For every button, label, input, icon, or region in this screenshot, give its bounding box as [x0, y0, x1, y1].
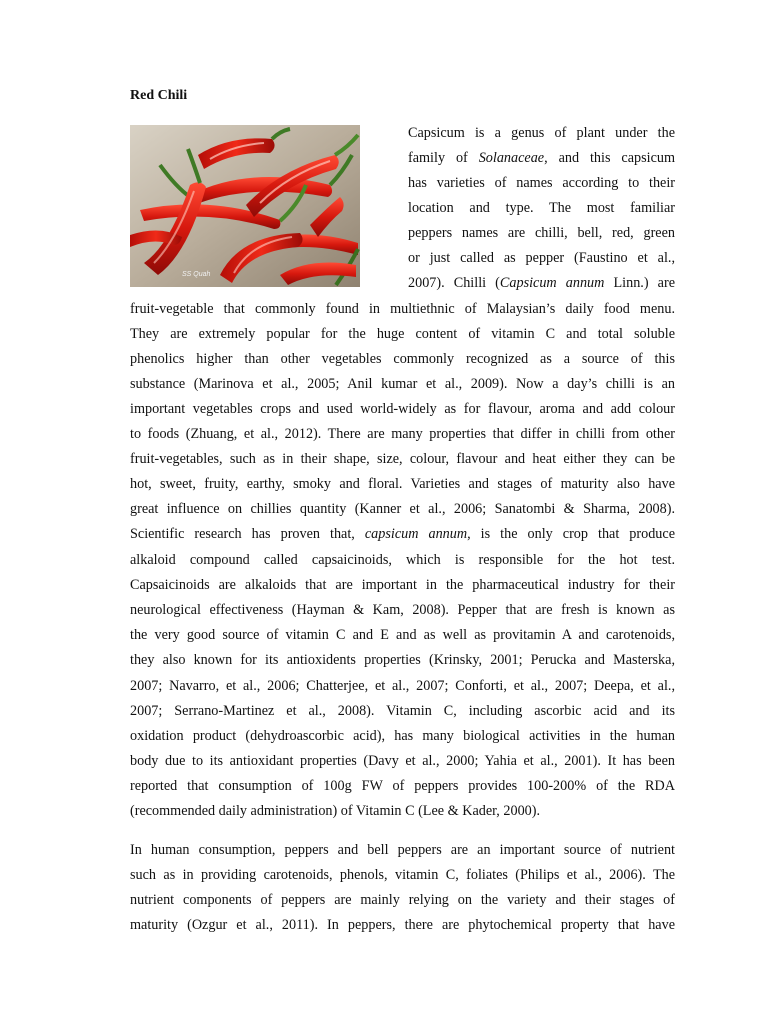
text-segment: nutrient components of peppers are mainly relying on the variety and their stages of: [130, 892, 675, 908]
text-segment: phenolics higher than other vegetables commonly recognized as a source of this: [130, 351, 675, 367]
text-segment: , and this capsicum: [544, 150, 675, 166]
text-segment: neurological effectiveness (Hayman & Kam, 2008). Pepper that are fresh is known as: [130, 602, 675, 618]
chili-photo: [130, 125, 360, 287]
text-segment: Scientific research has proven that,: [130, 526, 365, 542]
text-line: [130, 774, 675, 799]
text-segment: (recommended daily administration) of Vitamin C (Lee & Kader, 2000).: [130, 803, 541, 819]
chili-illustration: [130, 125, 360, 287]
text-line: [130, 397, 675, 422]
text-line: [408, 196, 675, 221]
text-line: [130, 522, 675, 547]
text-line: [130, 322, 675, 347]
text-line: [130, 799, 675, 824]
text-segment: substance (Marinova et al., 2005; Anil kumar et al., 2009). Now a day’s chilli is an: [130, 376, 675, 392]
text-segment: fruit-vegetables, such as in their shape, size, colour, flavour and heat either they can be: [130, 451, 675, 467]
text-segment: 2007; Serrano-Martinez et al., 2008). Vitamin C, including ascorbic acid and its: [130, 703, 675, 719]
text-line: [408, 221, 675, 246]
text-line: [130, 422, 675, 447]
text-line: [130, 623, 675, 648]
text-segment: 2007). Chilli (: [408, 275, 500, 291]
text-segment: peppers names are chilli, bell, red, green: [408, 225, 675, 241]
text-line: [408, 146, 675, 171]
text-line: [130, 297, 675, 322]
text-line: [130, 888, 675, 913]
text-line: [130, 749, 675, 774]
text-line: [130, 548, 675, 573]
text-line: [408, 171, 675, 196]
text-segment: They are extremely popular for the huge content of vitamin C and total soluble: [130, 326, 675, 342]
text-segment: great influence on chillies quantity (Kanner et al., 2006; Sanatombi & Sharma, 2008).: [130, 501, 675, 517]
text-segment: Linn.) are: [604, 275, 676, 291]
text-segment: important vegetables crops and used world-widely as for flavour, aroma and add colour: [130, 401, 675, 417]
text-line: [130, 913, 675, 938]
text-line: [130, 472, 675, 497]
text-line: [130, 447, 675, 472]
text-segment: 2007; Navarro, et al., 2006; Chatterjee, et al., 2007; Conforti, et al., 2007; Deepa, et al.,: [130, 678, 675, 694]
text-segment: to foods (Zhuang, et al., 2012). There are many properties that differ in chilli from other: [130, 426, 675, 442]
section-heading: Red Chili: [130, 88, 188, 103]
text-line: [130, 497, 675, 522]
text-line: [130, 372, 675, 397]
italic-term: Capsicum annum: [499, 275, 605, 291]
text-line: [408, 271, 675, 296]
text-segment: alkaloid compound called capsaicinoids, which is responsible for the hot test.: [130, 552, 675, 568]
text-line: [130, 598, 675, 623]
text-line: [130, 674, 675, 699]
text-segment: hot, sweet, fruity, earthy, smoky and floral. Varieties and stages of maturity also have: [130, 476, 675, 492]
text-line: [130, 573, 675, 598]
text-line: [130, 648, 675, 673]
photo-credit: SS Quah: [182, 271, 211, 278]
text-segment: Capsaicinoids are alkaloids that are important in the pharmaceutical industry for their: [130, 577, 675, 593]
text-segment: family of: [408, 150, 479, 166]
text-segment: In human consumption, peppers and bell peppers are an important source of nutrient: [130, 842, 675, 858]
text-segment: maturity (Ozgur et al., 2011). In peppers, there are phytochemical property that have: [130, 917, 675, 933]
text-segment: Capsicum is a genus of plant under the: [408, 125, 675, 141]
text-line: [130, 838, 675, 863]
text-line: [130, 863, 675, 888]
text-segment: body due to its antioxidant properties (Davy et al., 2000; Yahia et al., 2001). It has been: [130, 753, 675, 769]
text-line: [408, 121, 675, 146]
text-line: [130, 724, 675, 749]
text-segment: fruit-vegetable that commonly found in multiethnic of Malaysian’s daily food menu.: [130, 301, 675, 317]
text-segment: reported that consumption of 100g FW of peppers provides 100-200% of the RDA: [130, 778, 675, 794]
text-segment: , is the only crop that produce: [467, 526, 675, 542]
text-line: [130, 347, 675, 372]
text-line: [130, 699, 675, 724]
italic-term: capsicum annum: [364, 526, 468, 542]
text-segment: the very good source of vitamin C and E and as well as provitamin A and carotenoids,: [130, 627, 675, 643]
text-line: [408, 246, 675, 271]
text-segment: has varieties of names according to their: [408, 175, 675, 191]
text-segment: they also known for its antioxidents properties (Krinsky, 2001; Perucka and Masterska,: [130, 652, 675, 668]
text-segment: location and type. The most familiar: [408, 200, 675, 216]
italic-term: Solanaceae: [478, 150, 545, 166]
text-segment: oxidation product (dehydroascorbic acid), has many biological activities in the human: [130, 728, 675, 744]
text-segment: or just called as pepper (Faustino et al.,: [408, 250, 675, 266]
text-segment: such as in providing carotenoids, phenols, vitamin C, foliates (Philips et al., 2006). The: [130, 867, 675, 883]
